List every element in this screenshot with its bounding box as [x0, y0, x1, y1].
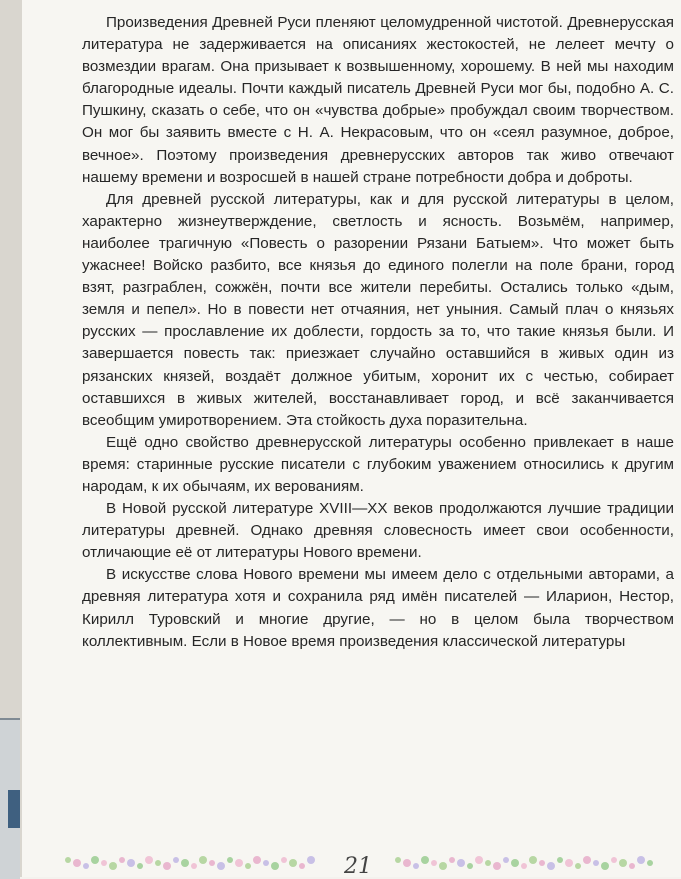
- ornament-dot: [101, 860, 107, 866]
- ornament-dot: [539, 860, 545, 866]
- ornament-dot: [73, 859, 81, 867]
- ornament-dot: [493, 862, 501, 870]
- ornament-dot: [253, 856, 261, 864]
- ornament-dot: [289, 859, 297, 867]
- ornament-dot: [299, 863, 305, 869]
- ornament-dot: [565, 859, 573, 867]
- ornament-dot: [503, 857, 509, 863]
- ornament-dot: [485, 860, 491, 866]
- ornament-dot: [227, 857, 233, 863]
- ornament-dot: [217, 862, 225, 870]
- ornament-dot: [395, 857, 401, 863]
- ornament-dot: [281, 857, 287, 863]
- ornament-dot: [431, 860, 437, 866]
- ornament-dot: [467, 863, 473, 869]
- ornament-dot: [449, 857, 455, 863]
- ornament-dot: [583, 856, 591, 864]
- ornament-dot: [521, 863, 527, 869]
- page-footer: [22, 846, 681, 877]
- page-text: [82, 12, 674, 653]
- ornament-dot: [593, 860, 599, 866]
- ornament-dot: [271, 862, 279, 870]
- ornament-dot: [403, 859, 411, 867]
- ornament-dot: [235, 859, 243, 867]
- ornament-dot: [575, 863, 581, 869]
- ornament-dot: [307, 856, 315, 864]
- book-page: [22, 0, 681, 877]
- ornament-dot: [137, 863, 143, 869]
- paragraph-1: Произведения Древней Руси пленяют целомудренной чистотой. Древнерусская литература не задерживается на описаниях жестокостей, не лелеет мечту о возмездии врагам. Она призывает к возвышенному, хорошему. В ней мы находим благородные идеалы. Почти каждый писатель Древней Руси мог бы, подобно А. С. Пушкину, сказать о себе, что он «чувства добрые» пробуждал своим творчеством. Он мог бы заявить вместе с Н. А. Некрасовым, что он «сеял разумное, доброе, вечное». Поэтому произведения древнерусских авторов так живо отвечают нашему времени и возросшей в нашей стране потребности добра и доброты.: [82, 14, 674, 186]
- ornament-dot: [439, 862, 447, 870]
- page-number: 21: [344, 854, 372, 877]
- ornament-dot: [127, 859, 135, 867]
- footer-ornament-left: [62, 852, 322, 874]
- paragraph-5: В искусстве слова Нового времени мы имеем дело с отдельными авторами, а древняя литература хотя и сохранила ряд имён писателей — Иларион, Нестор, Кирилл Туровский и многие другие, — но в целом была творчеством коллективным. Если в Новое время произведения классической литературы: [82, 566, 674, 650]
- adjacent-window-marker: [8, 790, 20, 828]
- paragraph-3: Ещё одно свойство древнерусской литературы особенно привлекает в наше время: старинные русские писатели с глубоким уважением относились к другим народам, к их обычаям, их верованиям.: [82, 433, 674, 495]
- ornament-dot: [263, 860, 269, 866]
- ornament-dot: [145, 856, 153, 864]
- paragraph-4: В Новой русской литературе XVIII—XX веков продолжаются лучшие традиции литературы древней. Однако древняя словесность имеет свои особенности, отличающие её от литературы Нового времени.: [82, 500, 674, 562]
- ornament-dot: [173, 857, 179, 863]
- ornament-dot: [557, 857, 563, 863]
- ornament-dot: [647, 860, 653, 866]
- ornament-dot: [637, 856, 645, 864]
- ornament-dot: [65, 857, 71, 863]
- ornament-dot: [155, 860, 161, 866]
- ornament-dot: [511, 859, 519, 867]
- ornament-dot: [181, 859, 189, 867]
- ornament-dot: [209, 860, 215, 866]
- ornament-dot: [547, 862, 555, 870]
- ornament-dot: [163, 862, 171, 870]
- ornament-dot: [619, 859, 627, 867]
- ornament-dot: [413, 863, 419, 869]
- ornament-dot: [601, 862, 609, 870]
- paragraph-2: Для древней русской литературы, как и для русской литературы в целом, характерно жизнеутверждение, светлость и ясность. Возьмём, например, наиболее трагичную «Повесть о разорении Рязани Батыем». Что может быть ужаснее! Войско разбито, все князья до единого полегли на поле брани, город взят, разграблен, сожжён, почти все жители перебиты. Остались только «дым, земля и пепел». Но в повести нет отчаяния, нет уныния. Самый плач о князьях русских — прославление их доблести, гордость за то, что такие князья были. И завершается повесть так: приезжает случайно оставшийся в живых один из рязанских князей, воздаёт должное убитым, хоронит их с честью, собирает оставшихся в живых жителей, восстанавливает город, и всё заканчивается всеобщим умиротворением. Эта стойкость духа поразительна.: [82, 190, 674, 429]
- footer-ornament-right: [392, 852, 662, 874]
- ornament-dot: [629, 863, 635, 869]
- ornament-dot: [457, 859, 465, 867]
- ornament-dot: [191, 863, 197, 869]
- ornament-dot: [119, 857, 125, 863]
- ornament-dot: [245, 863, 251, 869]
- ornament-dot: [529, 856, 537, 864]
- ornament-dot: [83, 863, 89, 869]
- ornament-dot: [475, 856, 483, 864]
- ornament-dot: [91, 856, 99, 864]
- ornament-dot: [109, 862, 117, 870]
- ornament-dot: [421, 856, 429, 864]
- ornament-dot: [611, 857, 617, 863]
- ornament-dot: [199, 856, 207, 864]
